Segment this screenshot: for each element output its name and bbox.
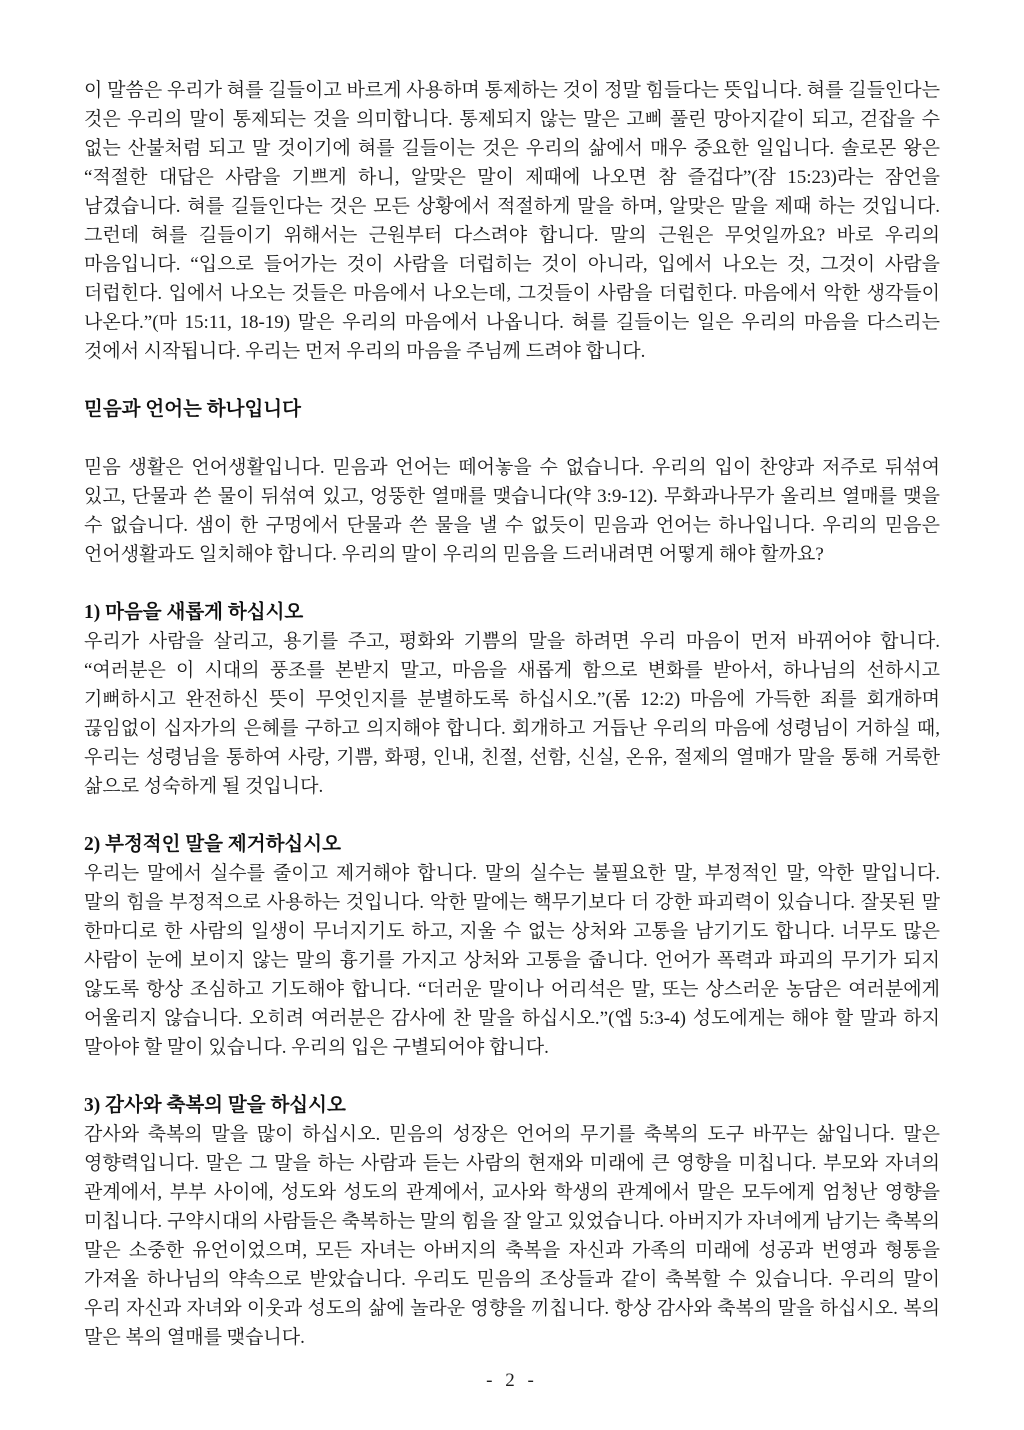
section-paragraph-faith-and-language: 믿음 생활은 언어생활입니다. 믿음과 언어는 떼어놓을 수 없습니다. 우리의 입이 찬양과 저주로 뒤섞여 있고, 단물과 쓴 물이 뒤섞여 있고, 엉뚱한 열매를 맺습니다(약 3:9-12). 무화과나무가 올리브 열매를 맺을 수 없습니다. 샘이 한 구멍에서 단물과 쓴 물을 낼 수 없듯이 믿음과 언어는 하나입니다. 우리의 믿음은 언어생활과도 일치해야 합니다. 우리의 말이 우리의 믿음을 드러내려면 어떻게 해야 할까요? [84, 457, 940, 565]
section-heading-remove-negative-words: 2) 부정적인 말을 제거하십시오 [84, 834, 341, 855]
page-number: - 2 - [486, 1370, 538, 1391]
section-paragraph-gratitude-blessing-words: 감사와 축복의 말을 많이 하십시오. 믿음의 성장은 언어의 무기를 축복의 도구 바꾸는 삶입니다. 말은 영향력입니다. 말은 그 말을 하는 사람과 듣는 사람의 현재와 미래에 큰 영향을 미칩니다. 부모와 자녀의 관계에서, 부부 사이에, 성도와 성도의 관계에서, 교사와 학생의 관계에서 말은 모두에게 엄청난 영향을 미칩니다. 구약시대의 사람들은 축복하는 말의 힘을 잘 알고 있었습니다. 아버지가 자녀에게 남기는 축복의 말은 소중한 유언이었으며, 모든 자녀는 아버지의 축복을 자신과 가족의 미래에 성공과 번영과 형통을 가져올 하나님의 약속으로 받았습니다. 우리도 믿음의 조상들과 같이 축복할 수 있습니다. 우리의 말이 우리 자신과 자녀와 이웃과 성도의 삶에 놀라운 영향을 끼칩니다. 항상 감사와 축복의 말을 하십시오. 복의 말은 복의 열매를 맺습니다. [84, 1124, 940, 1348]
section-gratitude-blessing-words [84, 1091, 940, 1352]
section-remove-negative-words [84, 830, 940, 1062]
section-faith-and-language [84, 395, 940, 569]
section-paragraph-remove-negative-words: 우리는 말에서 실수를 줄이고 제거해야 합니다. 말의 실수는 불필요한 말, 부정적인 말, 악한 말입니다. 말의 힘을 부정적으로 사용하는 것입니다. 악한 말에는 핵무기보다 더 강한 파괴력이 있습니다. 잘못된 말 한마디로 한 사람의 일생이 무너지기도 하고, 지울 수 없는 상처와 고통을 남기기도 합니다. 너무도 많은 사람이 눈에 보이지 않는 말의 흉기를 가지고 상처와 고통을 줍니다. 언어가 폭력과 파괴의 무기가 되지 않도록 항상 조심하고 기도해야 합니다. “더러운 말이나 어리석은 말, 또는 상스러운 농담은 여러분에게 어울리지 않습니다. 오히려 여러분은 감사에 찬 말을 하십시오.”(엡 5:3-4) 성도에게는 해야 할 말과 하지 말아야 할 말이 있습니다. 우리의 입은 구별되어야 합니다. [84, 863, 940, 1058]
section-renew-heart [84, 598, 940, 801]
section-heading-renew-heart: 1) 마음을 새롭게 하십시오 [84, 602, 304, 623]
section-heading-faith-and-language: 믿음과 언어는 하나입니다 [84, 399, 301, 420]
intro-paragraph: 이 말씀은 우리가 혀를 길들이고 바르게 사용하며 통제하는 것이 정말 힘들다는 뜻입니다. 혀를 길들인다는 것은 우리의 말이 통제되는 것을 의미합니다. 통제되지 않는 말은 고삐 풀린 망아지같이 되고, 걷잡을 수 없는 산불처럼 되고 말 것이기에 혀를 길들이는 것은 우리의 삶에서 매우 중요한 일입니다. 솔로몬 왕은 “적절한 대답은 사람을 기쁘게 하니, 알맞은 말이 제때에 나오면 참 즐겁다”(잠 15:23)라는 잠언을 남겼습니다. 혀를 길들인다는 것은 모든 상황에서 적절하게 말을 하며, 알맞은 말을 제때 하는 것입니다. 그런데 혀를 길들이기 위해서는 근원부터 다스려야 합니다. 말의 근원은 무엇일까요? 바로 우리의 마음입니다. “입으로 들어가는 것이 사람을 더럽히는 것이 아니라, 입에서 나오는 것, 그것이 사람을 더럽힌다. 입에서 나오는 것들은 마음에서 나오는데, 그것들이 사람을 더럽힌다. 마음에서 악한 생각들이 나온다.”(마 15:11, 18-19) 말은 우리의 마음에서 나옵니다. 혀를 길들이는 일은 우리의 마음을 다스리는 것에서 시작됩니다. 우리는 먼저 우리의 마음을 주님께 드려야 합니다. [84, 80, 940, 362]
section-heading-gratitude-blessing-words: 3) 감사와 축복의 말을 하십시오 [84, 1095, 346, 1116]
section-paragraph-renew-heart: 우리가 사람을 살리고, 용기를 주고, 평화와 기쁨의 말을 하려면 우리 마음이 먼저 바뀌어야 합니다. “여러분은 이 시대의 풍조를 본받지 말고, 마음을 새롭게 함으로 변화를 받아서, 하나님의 선하시고 기뻐하시고 완전하신 뜻이 무엇인지를 분별하도록 하십시오.”(롬 12:2) 마음에 가득한 죄를 회개하며 끊임없이 십자가의 은혜를 구하고 의지해야 합니다. 회개하고 거듭난 우리의 마음에 성령님이 거하실 때, 우리는 성령님을 통하여 사랑, 기쁨, 화평, 인내, 친절, 선함, 신실, 온유, 절제의 열매가 말을 통해 거룩한 삶으로 성숙하게 될 것입니다. [84, 631, 940, 797]
